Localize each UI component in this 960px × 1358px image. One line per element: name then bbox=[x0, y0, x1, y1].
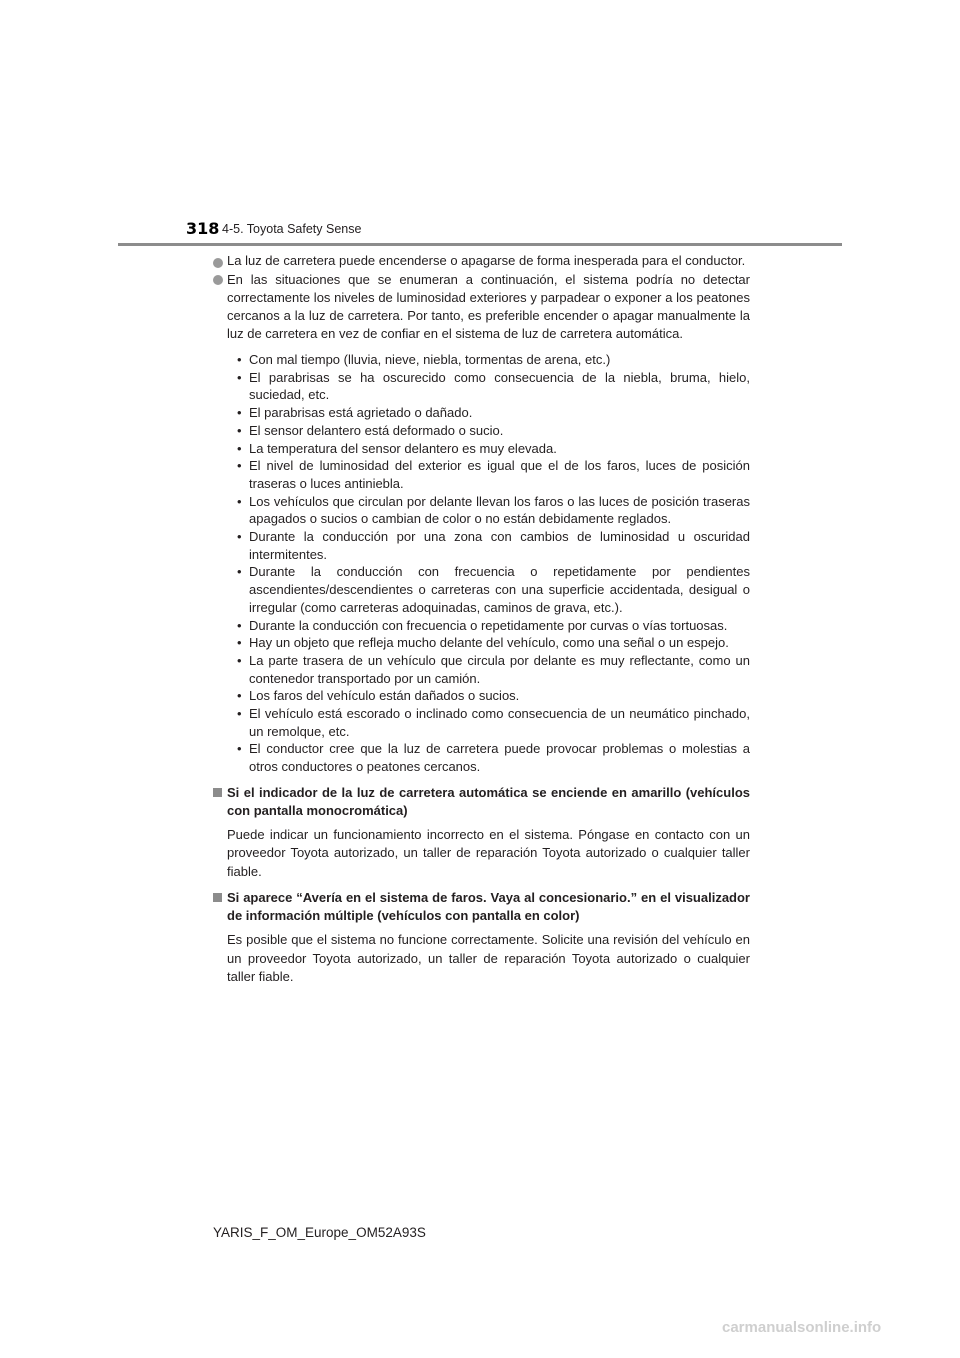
condition-text: Durante la conducción con frecuencia o repetidamente por curvas o vías tortuosas. bbox=[249, 617, 728, 633]
condition-item bbox=[237, 705, 750, 740]
condition-text: Los faros del vehículo están dañados o sucios. bbox=[249, 688, 520, 704]
section-heading bbox=[213, 784, 750, 820]
sub-bullet-icon: • bbox=[237, 741, 242, 757]
section-heading-text: Si el indicador de la luz de carretera automática se enciende en amarillo (vehículos con pantalla monocromática) bbox=[227, 784, 750, 818]
sub-bullet-icon: • bbox=[237, 405, 242, 421]
condition-text: El parabrisas se ha oscurecido como consecuencia de la niebla, bruma, hielo, suciedad, etc. bbox=[249, 369, 750, 403]
condition-item bbox=[237, 687, 750, 705]
sub-bullet-icon: • bbox=[237, 493, 242, 509]
sub-bullet-icon: • bbox=[237, 635, 242, 651]
bullet-item bbox=[213, 271, 750, 343]
condition-item bbox=[237, 634, 750, 652]
condition-item bbox=[237, 422, 750, 440]
condition-text: El parabrisas está agrietado o dañado. bbox=[249, 405, 473, 421]
condition-text: Hay un objeto que refleja mucho delante del vehículo, como una señal o un espejo. bbox=[249, 635, 729, 651]
condition-item bbox=[237, 493, 750, 528]
watermark: carmanualsonline.info bbox=[722, 1319, 882, 1336]
condition-text: El nivel de luminosidad del exterior es igual que el de los faros, luces de posición traseras o luces antiniebla. bbox=[249, 458, 750, 491]
square-bullet-icon bbox=[213, 788, 222, 797]
sub-bullet-icon: • bbox=[237, 652, 242, 668]
section-body: Puede indicar un funcionamiento incorrecto en el sistema. Póngase en contacto con un proveedor Toyota autorizado, un taller de reparación Toyota autorizado o cualquier taller fiable. bbox=[227, 826, 750, 879]
condition-text: Durante la conducción por una zona con cambios de luminosidad u oscuridad intermitentes. bbox=[249, 529, 750, 562]
condition-item bbox=[237, 740, 750, 775]
sub-bullet-icon: • bbox=[237, 440, 242, 456]
sub-bullet-icon: • bbox=[237, 369, 242, 385]
condition-item bbox=[237, 652, 750, 687]
bullet-item bbox=[213, 254, 750, 267]
sub-bullet-icon: • bbox=[237, 422, 242, 438]
condition-text: Con mal tiempo (lluvia, nieve, niebla, tormentas de arena, etc.) bbox=[249, 352, 611, 367]
sub-bullet-icon: • bbox=[237, 352, 242, 367]
square-bullet-icon bbox=[213, 893, 222, 902]
header-divider bbox=[118, 243, 842, 246]
page-content bbox=[213, 254, 750, 987]
section-body: Es posible que el sistema no funcione correctamente. Solicite una revisión del vehículo en un proveedor Toyota autorizado, un taller de reparación Toyota autorizado o cualquier taller fiable. bbox=[227, 932, 750, 985]
document-code: YARIS_F_OM_Europe_OM52A93S bbox=[213, 1225, 426, 1240]
sub-bullet-icon: • bbox=[237, 706, 242, 722]
condition-item bbox=[237, 563, 750, 616]
condition-text: La parte trasera de un vehículo que circula por delante es muy reflectante, como un contenedor transportado por un camión. bbox=[249, 652, 750, 686]
condition-text: Los vehículos que circulan por delante llevan los faros o las luces de posición traseras apagados o sucios o cambian de color o no están debidamente reglados. bbox=[249, 493, 750, 527]
section-title: 4-5. Toyota Safety Sense bbox=[222, 222, 362, 236]
condition-item bbox=[237, 369, 750, 404]
conditions-list bbox=[213, 351, 750, 776]
condition-item bbox=[237, 617, 750, 635]
condition-item bbox=[237, 404, 750, 422]
condition-item bbox=[237, 457, 750, 492]
condition-text: El conductor cree que la luz de carretera puede provocar problemas o molestias a otros conductores o peatones cercanos. bbox=[249, 741, 750, 775]
condition-text: La temperatura del sensor delantero es muy elevada. bbox=[249, 440, 557, 456]
bullet-dot-icon bbox=[213, 275, 223, 285]
bullet-dot-icon bbox=[213, 258, 223, 268]
condition-item bbox=[237, 440, 750, 458]
bullet-text: La luz de carretera puede encenderse o apagarse de forma inesperada para el conductor. bbox=[227, 253, 746, 268]
sub-bullet-icon: • bbox=[237, 458, 242, 474]
sub-bullet-icon: • bbox=[237, 688, 242, 704]
page-number: 318 bbox=[186, 219, 220, 238]
bullet-text: En las situaciones que se enumeran a continuación, el sistema podría no detectar correctamente los niveles de luminosidad exteriores y parpadear o exponer a los peatones cercanos a la luz de carretera. Por tanto, es preferible encender o apagar manualmente la luz de carretera en vez de confiar en el sistema de luz de carretera automática. bbox=[227, 272, 750, 341]
condition-item bbox=[237, 351, 750, 369]
section-heading bbox=[213, 889, 750, 925]
condition-item bbox=[237, 528, 750, 563]
condition-text: Durante la conducción con frecuencia o repetidamente por pendientes ascendientes/descendientes o carreteras con una superficie accidentada, desigual o irregular (como carreteras adoquinadas, caminos de grava, etc.). bbox=[249, 564, 750, 615]
sub-bullet-icon: • bbox=[237, 617, 242, 633]
condition-text: El sensor delantero está deformado o sucio. bbox=[249, 422, 504, 438]
condition-text: El vehículo está escorado o inclinado como consecuencia de un neumático pinchado, un remolque, etc. bbox=[249, 706, 750, 739]
sub-bullet-icon: • bbox=[237, 564, 242, 580]
section-heading-text: Si aparece “Avería en el sistema de faros. Vaya al concesionario.” en el visualizador de información múltiple (vehículos con pantalla en color) bbox=[227, 890, 750, 924]
sub-bullet-icon: • bbox=[237, 529, 242, 545]
